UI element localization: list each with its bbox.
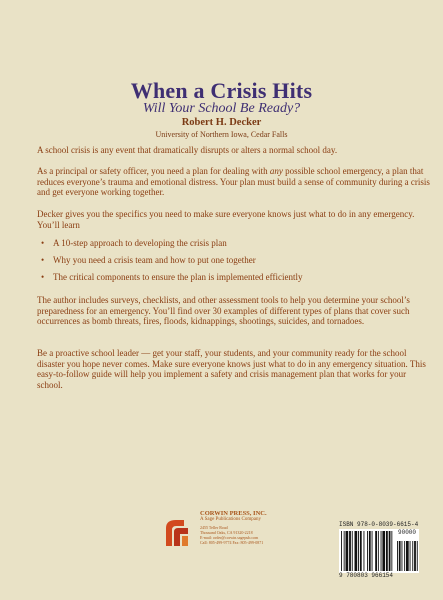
publisher-email: E-mail: order@corwin.sagepub.com	[200, 535, 259, 540]
publisher-subtitle: A Sage Publications Company	[200, 517, 261, 522]
list-item	[41, 255, 431, 266]
list-item-text: A 10-step approach to developing the crisis plan	[53, 238, 227, 248]
emphasis-any: any	[269, 166, 283, 176]
principal-text-start: As a principal or safety officer, you need a plan for dealing with	[37, 166, 270, 176]
book-subtitle: Will Your School Be Ready?	[142, 101, 301, 116]
publisher-phone: Call: 805-499-9774 Fax: 805-499-0871	[200, 540, 264, 545]
principal-text-end: possible school emergency, a plan that reduces everyone’s trauma and emotional distress. Your plan must build a sense of community during a crisis and get everyone working together.	[37, 166, 430, 198]
corwin-logo-icon	[162, 516, 192, 550]
book-title: When a Crisis Hits	[130, 78, 313, 103]
assessment-paragraph: The author includes surveys, checklists, and other assessment tools to help you determine your school’s preparedness for an emergency. You’ll find over 30 examples of different types of plans that cover such occurrences as bomb threats, fires, floods, kidnappings, shootings, suicides, and tornadoes.	[37, 295, 410, 327]
price-code: 90000	[398, 529, 417, 536]
author-affiliation: University of Northern Iowa, Cedar Falls	[155, 130, 288, 139]
publisher-name: CORWIN PRESS, INC.	[200, 510, 267, 517]
proactive-paragraph: Be a proactive school leader — get your staff, your students, and your community ready for the school disaster you hope never comes. Make sure everyone knows just what to do in any emergency situation. This easy-to-follow guide will help you implement a safety and crisis management plan that works for your school.	[37, 348, 426, 390]
publisher-block	[162, 510, 282, 570]
specifics-paragraph: Decker gives you the specifics you need to make sure everyone knows just what to do in any emergency. You’ll learn	[37, 209, 415, 230]
bullet-icon: •	[41, 272, 45, 282]
publisher-address-line1: 2455 Teller Road	[200, 525, 228, 530]
list-item	[41, 272, 431, 283]
barcode-block	[339, 521, 419, 580]
list-item	[41, 238, 431, 249]
ean-text: 9 780803 966154	[339, 572, 394, 579]
publisher-address-line2: Thousand Oaks, CA 91320-2218	[200, 530, 253, 535]
principal-paragraph	[37, 166, 432, 198]
intro-paragraph: A school crisis is any event that dramatically disrupts or alters a normal school day.	[37, 145, 338, 155]
author-name: Robert H. Decker	[181, 117, 262, 128]
list-item-text: Why you need a crisis team and how to put one together	[53, 255, 256, 265]
list-item-text: The critical components to ensure the plan is implemented efficiently	[53, 272, 303, 282]
isbn-text: ISBN 978-0-8039-6615-4	[339, 521, 419, 528]
bullet-icon: •	[41, 255, 45, 265]
bullet-icon: •	[41, 238, 45, 248]
